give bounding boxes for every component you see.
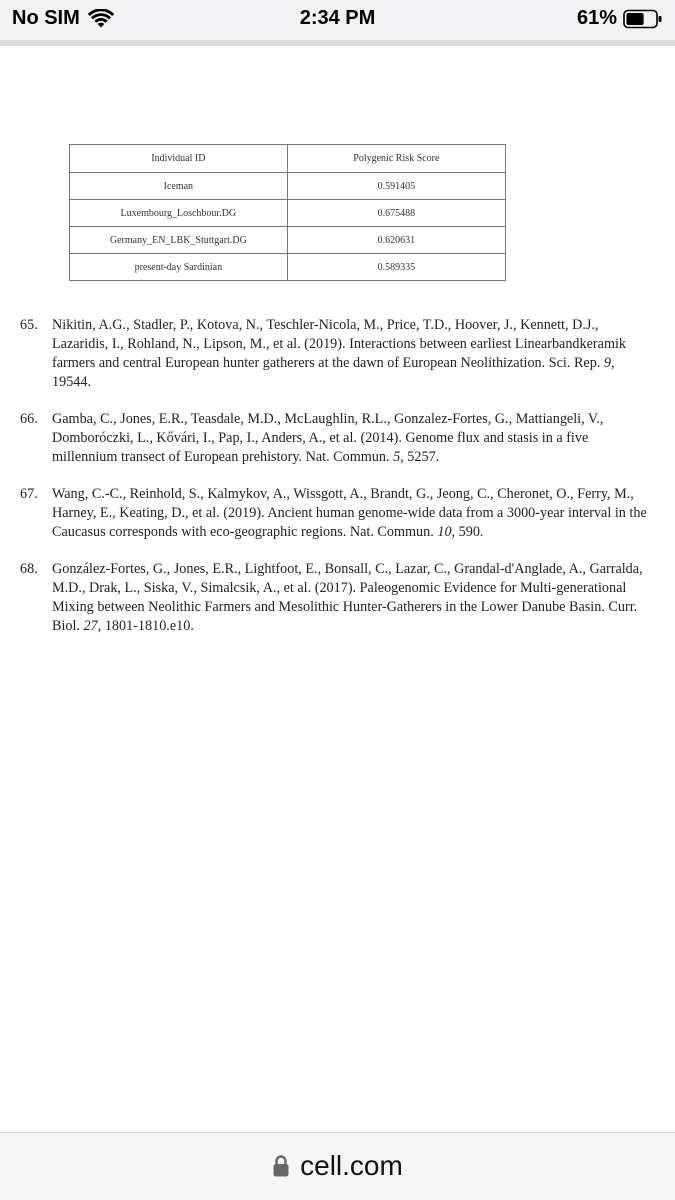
table-row [70, 254, 506, 281]
reference-text: Wang, C.-C., Reinhold, S., Kalmykov, A., Wissgott, A., Brandt, G., Jeong, C., Cheronet, O., Ferry, M., Harney, E., Keating, D., et al. (2019). Ancient human genome-wide data from a 3000-year interval in the Caucasus corresponds with eco-geographic regions. Nat. Commun. 10, 590. [52, 486, 647, 540]
cell-individual-id: Iceman [70, 173, 288, 200]
table-row [70, 173, 506, 200]
reference-text: Nikitin, A.G., Stadler, P., Kotova, N., Teschler-Nicola, M., Price, T.D., Hoover, J., Kennett, D.J., Lazaridis, I., Rohland, N., Lipson, M., et al. (2019). Interactions between earliest Linearbandkeramik farmers and central European hunter gatherers at the dawn of European Neolithization. Sci. Rep. 9, 19544. [52, 317, 627, 390]
carrier-label: No SIM [12, 7, 80, 29]
table-row [70, 200, 506, 227]
reference-text: González-Fortes, G., Jones, E.R., Lightfoot, E., Bonsall, C., Lazar, C., Grandal-d'Anglade, A., Garralda, M.D., Drak, L., Siska, V., Simalcsik, A., et al. (2017). Paleogenomic Evidence for Multi-generational Mixing between Neolithic Farmers and Mesolithic Hunter-Gatherers in the Lower Danube Basin. Curr. Biol. 27, 1801-1810.e10. [52, 561, 643, 634]
cell-individual-id: Luxembourg_Loschbour.DG [70, 200, 288, 227]
reference-item [20, 316, 650, 392]
cell-individual-id: present-day Sardinian [70, 254, 288, 281]
address-bar-content[interactable] [0, 1150, 675, 1182]
reference-item [20, 560, 650, 636]
battery-icon [623, 9, 663, 29]
lock-icon [272, 1154, 290, 1178]
reference-text: Gamba, C., Jones, E.R., Teasdale, M.D., McLaughlin, R.L., Gonzalez-Fortes, G., Mattiangeli, V., Domboróczki, L., Kővári, I., Pap, I., Anders, A., et al. (2014). Genome flux and stasis in a five millennium transect of European prehistory. Nat. Commun. 5, 5257. [52, 411, 604, 465]
cell-risk-score: 0.675488 [287, 200, 505, 227]
cell-risk-score: 0.589335 [287, 254, 505, 281]
reference-number: 68. [20, 561, 38, 577]
address-bar[interactable] [0, 1132, 675, 1200]
header-polygenic-risk-score: Polygenic Risk Score [287, 145, 505, 173]
table-row [70, 227, 506, 254]
status-bar [0, 0, 675, 40]
status-right [577, 7, 663, 30]
url-domain[interactable]: cell.com [300, 1150, 403, 1181]
reference-item [20, 485, 650, 542]
document-page[interactable] [0, 46, 675, 1132]
risk-score-table [69, 144, 506, 281]
table-header-row [70, 145, 506, 173]
reference-number: 66. [20, 411, 38, 427]
cell-individual-id: Germany_EN_LBK_Stuttgart.DG [70, 227, 288, 254]
cell-risk-score: 0.620631 [287, 227, 505, 254]
reference-list [20, 316, 650, 654]
reference-number: 65. [20, 317, 38, 333]
reference-item [20, 410, 650, 467]
reference-number: 67. [20, 486, 38, 502]
clock: 2:34 PM [299, 7, 376, 29]
battery-percent: 61% [576, 7, 617, 29]
header-individual-id: Individual ID [70, 145, 288, 173]
cell-risk-score: 0.591405 [287, 173, 505, 200]
